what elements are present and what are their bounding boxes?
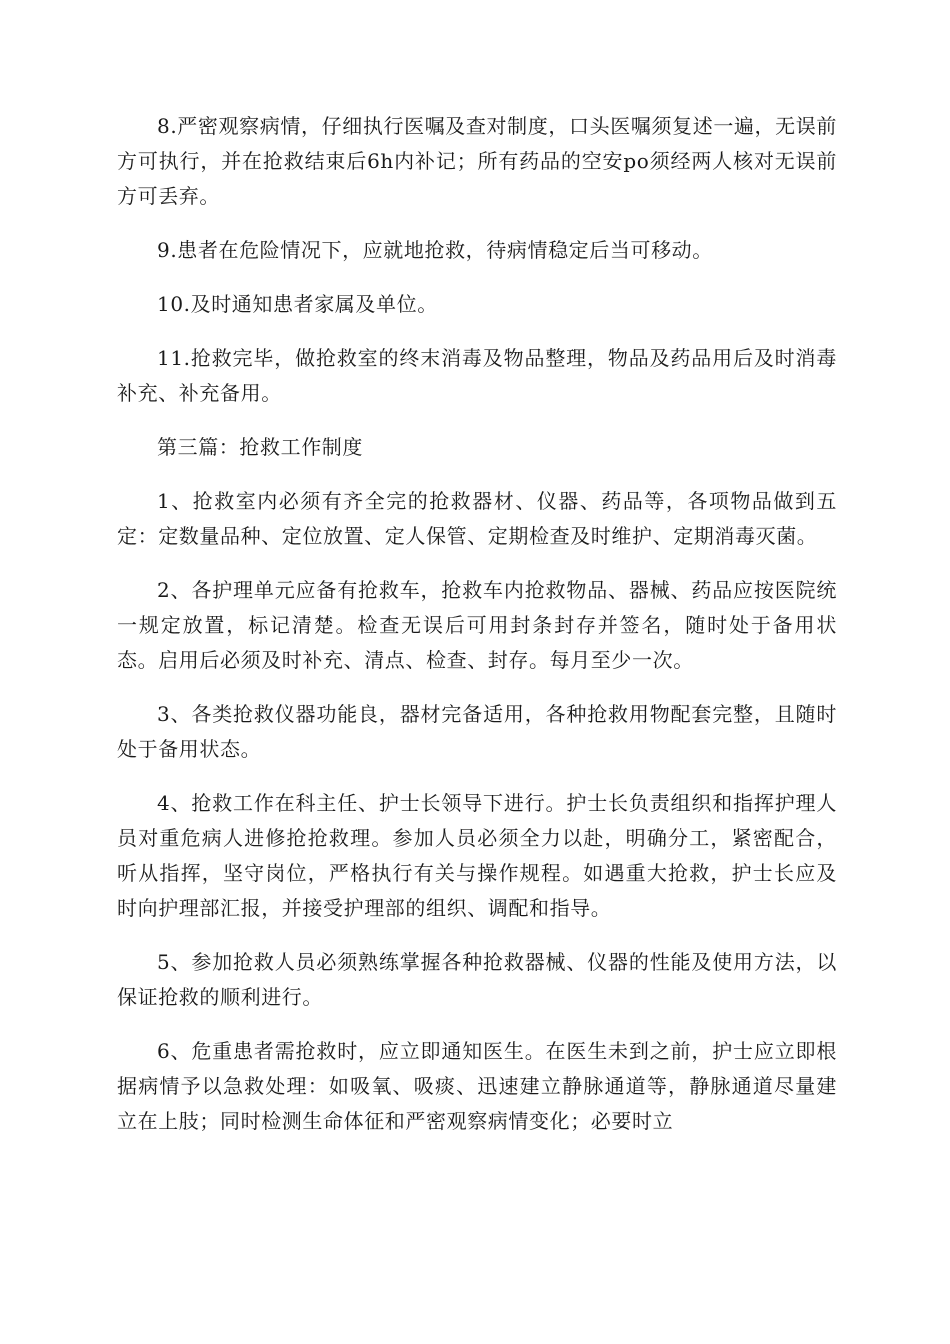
rule-item-1: 1、抢救室内必须有齐全完的抢救器材、仪器、药品等，各项物品做到五定：定数量品种、定位放置、定人保管、定期检查及时维护、定期消毒灭菌。 (117, 489, 837, 548)
document-body (117, 109, 837, 1158)
paragraph-item-9: 9.患者在危险情况下，应就地抢救，待病情稳定后当可移动。 (157, 238, 713, 262)
rule-item-5: 5、参加抢救人员必须熟练掌握各种抢救器械、仪器的性能及使用方法，以保证抢救的顺利进行。 (117, 950, 837, 1009)
rule-item-2: 2、各护理单元应备有抢救车，抢救车内抢救物品、器械、药品应按医院统一规定放置，标记清楚。检查无误后可用封条封存并签名，随时处于备用状态。启用后必须及时补充、清点、检查、封存。每月至少一次。 (117, 578, 837, 672)
rule-item-3: 3、各类抢救仪器功能良，器材完备适用，各种抢救用物配套完整，且随时处于备用状态。 (117, 702, 837, 761)
paragraph-item-8: 8.严密观察病情，仔细执行医嘱及查对制度，口头医嘱须复述一遍，无误前方可执行，并在抢救结束后6h内补记；所有药品的空安po须经两人核对无误前方可丢弃。 (117, 114, 837, 208)
paragraph-item-11: 11.抢救完毕，做抢救室的终末消毒及物品整理，物品及药品用后及时消毒补充、补充备用。 (117, 346, 837, 405)
rule-item-6: 6、危重患者需抢救时，应立即通知医生。在医生未到之前，护士应立即根据病情予以急救处理：如吸氧、吸痰、迅速建立静脉通道等，静脉通道尽量建立在上肢；同时检测生命体征和严密观察病情变化；必要时立 (117, 1039, 837, 1133)
rule-item-4: 4、抢救工作在科主任、护士长领导下进行。护士长负责组织和指挥护理人员对重危病人进修抢抢救理。参加人员必须全力以赴，明确分工，紧密配合，听从指挥，坚守岗位，严格执行有关与操作规程。如遇重大抢救，护士长应及时向护理部汇报，并接受护理部的组织、调配和指导。 (117, 791, 837, 920)
paragraph-item-10: 10.及时通知患者家属及单位。 (157, 292, 438, 316)
section-title: 第三篇：抢救工作制度 (157, 435, 363, 459)
